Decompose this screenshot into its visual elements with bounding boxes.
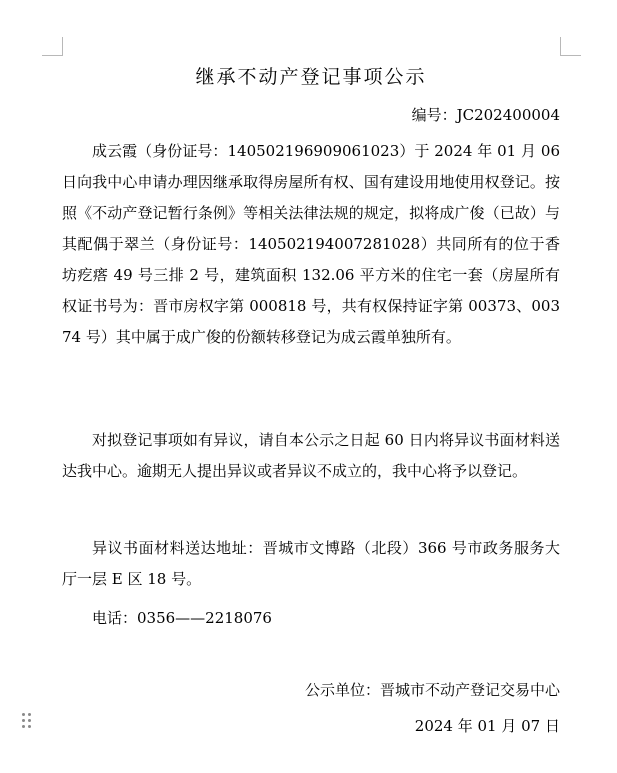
signature-unit: 公示单位：晋城市不动产登记交易中心 (304, 681, 560, 699)
paragraph-application: 成云霞（身份证号：140502196909061023）于 2024 年 01 月 06 日向我中心申请办理因继承取得房屋所有权、国有建设用地使用权登记。按照《不动产登记暂行条例》等相关法律法规的规定，拟将成广俊（已故）与其配偶于翠兰（身份证号：140502194007281028）共同所有的位于香坊疙瘩 49 号三排 2 号，建筑面积 132.06 平方米的住宅一套（房屋所有权证书号为：晋市房权字第 000818 号，共有权保持证字第 00373、00374 号）其中属于成广俊的份额转移登记为成云霞单独所有。 (62, 142, 560, 346)
document-title: 继承不动产登记事项公示 (195, 66, 427, 88)
drag-handle-icon[interactable] (22, 713, 32, 729)
document-number: 编号：JC202400004 (411, 106, 560, 124)
margin-corner-top-left (42, 37, 63, 56)
paragraph-phone: 电话：0356——2218076 (92, 609, 272, 627)
signature-date: 2024 年 01 月 07 日 (414, 717, 560, 735)
paragraph-objection: 对拟登记事项如有异议，请自本公示之日起 60 日内将异议书面材料送达我中心。逾期无人提出异议或者异议不成立的，我中心将予以登记。 (62, 431, 560, 480)
paragraph-address: 异议书面材料送达地址：晋城市文博路（北段）366 号市政务服务大厅一层 E 区 18 号。 (62, 539, 560, 588)
margin-corner-top-right (560, 37, 581, 56)
